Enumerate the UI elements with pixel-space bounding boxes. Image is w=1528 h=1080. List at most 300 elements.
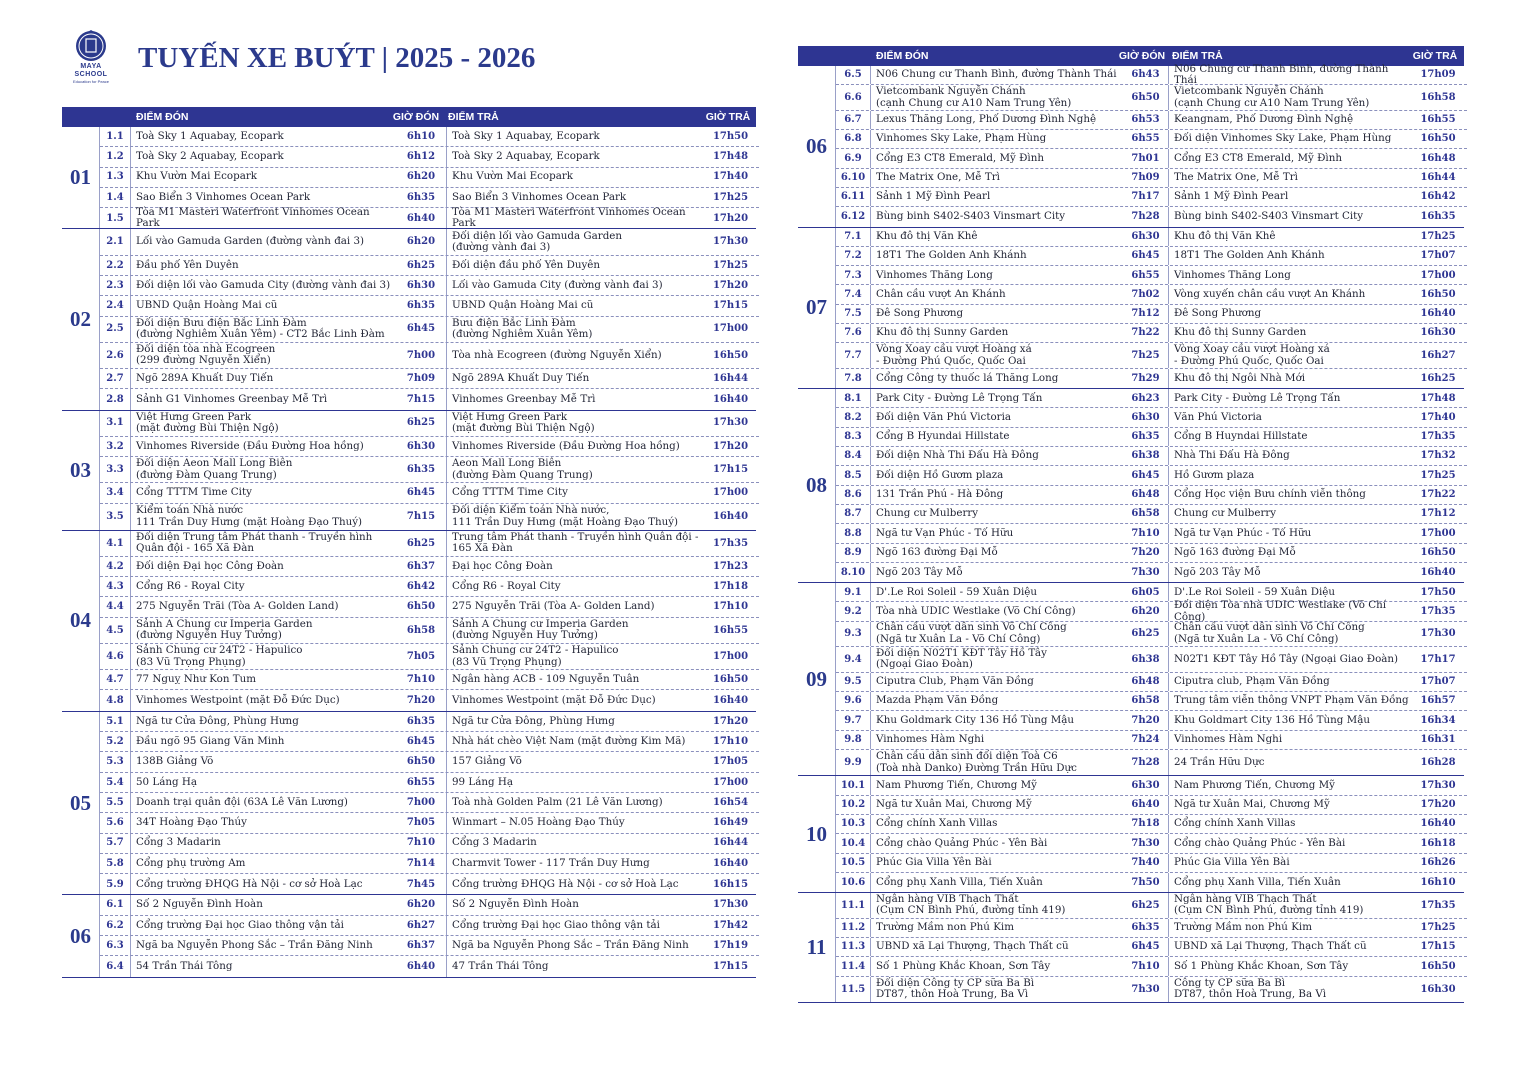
dropoff-time: 17h10 (712, 601, 749, 613)
route-stops (100, 712, 759, 895)
dropoff-point: Tòa M1 Masteri Waterfront Vinhomes Ocean Park (452, 205, 686, 230)
stop-id: 8.6 (836, 486, 871, 504)
table-row (100, 147, 759, 167)
pickup-point: Cổng 3 Madarin (136, 836, 221, 849)
pickup-time: 6h45 (396, 483, 447, 502)
pickup-point: Sảnh 1 Mỹ Đình Pearl (876, 190, 991, 203)
pickup-time: 7h22 (1123, 324, 1169, 342)
header-pickup-time: GIỜ ĐÓN (392, 111, 440, 123)
dropoff-point: Cổng TTTM Time City (452, 486, 568, 499)
dropoff-point: Trung tâm viễn thông VNPT Phạm Văn Đồng (1174, 694, 1409, 707)
table-row (100, 127, 759, 147)
pickup-point: Đối diện tòa nhà Ecogreen (299 đường Nguyễn Xiển) (136, 342, 276, 367)
stop-id: 3.1 (100, 411, 131, 436)
dropoff-point: Cổng phụ Xanh Villa, Tiến Xuân (1174, 875, 1341, 888)
stop-id: 6.5 (836, 66, 871, 84)
table-row (836, 524, 1467, 543)
table-row (100, 895, 759, 915)
pickup-time: 6h12 (396, 147, 447, 166)
dropoff-time: 17h32 (1420, 450, 1456, 462)
dropoff-point: Số 1 Phùng Khắc Khoan, Sơn Tây (1174, 959, 1349, 972)
stop-id: 7.3 (836, 266, 871, 284)
dropoff-time: 16h44 (712, 372, 749, 384)
dropoff-time: 17h20 (1420, 799, 1456, 811)
pickup-time: 6h05 (1123, 583, 1169, 601)
pickup-point: Ngã ba Nguyễn Phong Sắc – Trần Đăng Ninh (136, 938, 373, 951)
pickup-time: 7h10 (396, 834, 447, 853)
pickup-point: UBND Quận Hoàng Mai cũ (136, 299, 278, 312)
dropoff-time: 17h48 (712, 151, 749, 163)
pickup-point: Đối diện Bưu điện Bắc Linh Đàm (đường Nghiêm Xuân Yêm) - CT2 Bắc Linh Đàm (136, 316, 385, 341)
stop-id: 1.4 (100, 188, 131, 207)
pickup-point: Lexus Thăng Long, Phố Dương Đình Nghệ (876, 113, 1097, 126)
pickup-time: 6h35 (396, 712, 447, 731)
table-row (100, 916, 759, 936)
dropoff-time: 17h20 (712, 715, 749, 727)
pickup-time: 6h30 (1123, 776, 1169, 794)
dropoff-point: Aeon Mall Long Biên (đường Đàm Quang Trung) (452, 457, 593, 481)
dropoff-time: 17h07 (1420, 676, 1456, 688)
table-row (100, 690, 759, 710)
pickup-point: 138B Giảng Võ (136, 755, 214, 768)
pickup-point: Cổng phụ trường Am (136, 856, 246, 869)
dropoff-time: 16h10 (1420, 876, 1456, 888)
stop-id: 6.12 (836, 207, 871, 226)
pickup-point: Trường Mầm non Phú Kim (876, 921, 1014, 934)
table-row (836, 505, 1467, 524)
pickup-point: Đối diện Nhà Thi Đấu Hà Đông (876, 449, 1039, 462)
dropoff-time: 16h50 (712, 349, 749, 361)
route-number: 03 (62, 411, 100, 530)
dropoff-point: Cổng chào Quảng Phúc - Yên Bài (1174, 836, 1346, 849)
dropoff-time: 16h40 (1420, 566, 1456, 578)
table-row (836, 85, 1467, 111)
dropoff-point: Đê Song Phương (1174, 307, 1262, 320)
route-group (62, 127, 756, 229)
header-pickup: ĐIỂM ĐÓN (136, 111, 189, 123)
dropoff-time: 17h12 (1420, 508, 1456, 520)
pickup-point: Ngã tư Vạn Phúc - Tố Hữu (876, 526, 1014, 539)
dropoff-point: Việt Hưng Green Park (mặt đường Bùi Thiện Ngộ) (452, 410, 595, 435)
stop-id: 3.3 (100, 457, 131, 482)
dropoff-point: Khu Goldmart City 136 Hồ Tùng Mậu (1174, 713, 1370, 726)
pickup-point: Cổng trường ĐHQG Hà Nội - cơ sở Hoà Lạc (136, 877, 363, 890)
header-pickup-time: GIỜ ĐÓN (1118, 50, 1166, 62)
route-stops (100, 531, 759, 711)
dropoff-point: 157 Giảng Võ (452, 755, 522, 768)
route-stops (836, 228, 1467, 389)
dropoff-time: 17h00 (1420, 269, 1456, 281)
stop-id: 6.11 (836, 188, 871, 206)
pickup-time: 6h23 (1123, 389, 1169, 407)
dropoff-point: Sao Biển 3 Vinhomes Ocean Park (452, 190, 627, 203)
dropoff-time: 17h09 (1420, 69, 1456, 81)
dropoff-time: 16h55 (1420, 114, 1456, 126)
dropoff-point: Chung cư Mulberry (1174, 507, 1277, 520)
pickup-point: D'.Le Roi Soleil - 59 Xuân Diệu (876, 585, 1037, 598)
dropoff-point: Lối vào Gamuda City (đường vành đai 3) (452, 278, 663, 291)
pickup-point: Sảnh Chung cư 24T2 - Hapulico (83 Vũ Trọng Phụng) (136, 644, 303, 668)
header-dropoff-time: GIỜ TRẢ (705, 111, 751, 123)
stop-id: 6.10 (836, 169, 871, 187)
route-stops (100, 229, 759, 409)
dropoff-time: 17h48 (1420, 392, 1456, 404)
dropoff-time: 16h30 (1420, 983, 1456, 995)
stop-id: 5.7 (100, 834, 131, 853)
pickup-time: 6h20 (1123, 602, 1169, 620)
header-dropoff-time: GIỜ TRẢ (1412, 50, 1458, 62)
table-row (836, 854, 1467, 873)
table-row (836, 486, 1467, 505)
pickup-point: Cổng TTTM Time City (136, 486, 252, 499)
stop-id: 11.4 (836, 957, 871, 975)
route-stops (836, 893, 1467, 1002)
pickup-point: Vinhomes Thăng Long (876, 268, 993, 281)
dropoff-point: Ciputra club, Phạm Văn Đồng (1174, 675, 1330, 688)
pickup-point: Toà Sky 1 Aquabay, Ecopark (136, 129, 284, 142)
dropoff-point: Ngã tư Xuân Mai, Chương Mỹ (1174, 798, 1330, 811)
pickup-time: 7h30 (1123, 563, 1169, 582)
pickup-time: 7h05 (396, 644, 447, 669)
table-row (836, 750, 1467, 776)
dropoff-time: 17h30 (712, 417, 749, 429)
table-row (100, 732, 759, 752)
stop-id: 7.8 (836, 369, 871, 388)
dropoff-time: 16h18 (1420, 837, 1456, 849)
table-row (836, 711, 1467, 730)
dropoff-point: Sảnh A Chung cư Imperia Garden (đường Nguyễn Huy Tưởng) (452, 617, 629, 642)
table-header (62, 107, 756, 127)
table-row (100, 597, 759, 617)
dropoff-time: 17h25 (1420, 469, 1456, 481)
pickup-point: Khu đô thị Văn Khê (876, 229, 978, 242)
dropoff-time: 16h50 (1420, 133, 1456, 145)
pickup-point: Bùng binh S402-S403 Vinsmart City (876, 210, 1066, 223)
route-number: 04 (62, 531, 100, 711)
stop-id: 8.7 (836, 505, 871, 523)
route-group (798, 228, 1464, 390)
dropoff-point: Toà nhà Golden Palm (21 Lê Văn Lương) (452, 795, 663, 808)
dropoff-point: N02T1 KĐT Tây Hồ Tây (Ngoại Giao Đoàn) (1174, 652, 1399, 665)
header-dropoff: ĐIỂM TRẢ (1172, 50, 1223, 62)
dropoff-time: 17h17 (1420, 653, 1456, 665)
dropoff-point: Văn Phú Victoria (1174, 410, 1262, 423)
pickup-point: Sảnh A Chung cư Imperia Garden (đường Nguyễn Huy Tưởng) (136, 617, 313, 642)
pickup-time: 6h37 (396, 936, 447, 955)
dropoff-time: 17h15 (712, 463, 749, 475)
table-row (100, 483, 759, 503)
dropoff-time: 17h00 (712, 650, 749, 662)
stop-id: 2.6 (100, 343, 131, 368)
pickup-time: 6h38 (1123, 647, 1169, 672)
dropoff-point: Cổng Học viện Bưu chính viễn thông (1174, 488, 1366, 501)
dropoff-point: Ngã ba Nguyễn Phong Sắc – Trần Đăng Ninh (452, 938, 689, 951)
table-row (836, 977, 1467, 1003)
table-row (836, 647, 1467, 673)
pickup-point: Cổng B Hyundai Hillstate (876, 430, 1010, 443)
pickup-time: 6h30 (1123, 408, 1169, 426)
pickup-time: 6h20 (396, 229, 447, 254)
dropoff-point: Đối diện Kiểm toán Nhà nước, 111 Trần Duy Hưng (mặt Hoàng Đạo Thuý) (452, 504, 679, 528)
table-row (100, 276, 759, 296)
table-row (100, 670, 759, 690)
pickup-point: Vinhomes Sky Lake, Phạm Hùng (876, 132, 1047, 145)
table-row (836, 466, 1467, 485)
pickup-time: 7h20 (1123, 544, 1169, 562)
table-row (100, 793, 759, 813)
dropoff-time: 16h40 (712, 510, 749, 522)
dropoff-time: 16h25 (1420, 372, 1456, 384)
pickup-point: Đối diện Văn Phú Victoria (876, 410, 1012, 423)
stop-id: 6.4 (100, 956, 131, 976)
dropoff-point: Đối diện lối vào Gamuda Garden (đường vành đai 3) (452, 229, 623, 254)
dropoff-time: 16h50 (712, 674, 749, 686)
dropoff-point: Ngõ 289A Khuất Duy Tiến (452, 371, 590, 384)
pickup-point: Vòng Xoay cầu vượt Hoàng xá - Đường Phú Quốc, Quốc Oai (876, 343, 1032, 367)
dropoff-point: Đối diện đầu phố Yên Duyên (452, 258, 600, 271)
dropoff-time: 17h40 (1420, 411, 1456, 423)
dropoff-point: Cổng trường ĐHQG Hà Nội - cơ sở Hoà Lạc (452, 877, 679, 890)
pickup-point: Đối diện Hồ Gươm plaza (876, 468, 1004, 481)
pickup-point: Chân cầu vượt dân sinh Võ Chí Công (Ngã tư Xuân La - Võ Chí Công) (876, 621, 1067, 645)
dropoff-time: 16h44 (1420, 172, 1456, 184)
dropoff-time: 17h35 (712, 537, 749, 549)
pickup-time: 7h15 (396, 504, 447, 530)
table-row (836, 563, 1467, 582)
pickup-time: 6h53 (1123, 111, 1169, 129)
dropoff-point: Sảnh Chung cư 24T2 - Hapulico (83 Vũ Trọng Phụng) (452, 644, 619, 668)
dropoff-point: Vinhomes Hàm Nghi (1174, 733, 1283, 745)
pickup-time: 6h40 (396, 956, 447, 976)
stop-id: 3.2 (100, 437, 131, 456)
stop-id: 10.4 (836, 834, 871, 852)
dropoff-point: 99 Láng Hạ (452, 775, 513, 788)
dropoff-point: Vinhomes Greenbay Mễ Trì (452, 392, 596, 405)
table-row (836, 266, 1467, 285)
stop-id: 6.1 (100, 895, 131, 914)
pickup-time: 6h58 (1123, 692, 1169, 710)
dropoff-time: 17h30 (712, 236, 749, 248)
table-row (836, 228, 1467, 247)
table-row (836, 247, 1467, 266)
dropoff-point: Công ty CP sữa Ba Bì DT87, thôn Hoà Trung, Ba Vì (1174, 976, 1327, 1001)
route-group (62, 531, 756, 712)
dropoff-time: 16h48 (1420, 152, 1456, 164)
table-row (836, 428, 1467, 447)
dropoff-point: Vinhomes Riverside (Đầu Đường Hoa hồng) (452, 439, 680, 452)
dropoff-point: Vinhomes Thăng Long (1174, 268, 1291, 281)
table-row (836, 692, 1467, 711)
stop-id: 8.2 (836, 408, 871, 426)
table-row (100, 773, 759, 793)
stop-id: 2.5 (100, 317, 131, 342)
stop-id: 5.5 (100, 793, 131, 812)
pickup-time: 6h30 (396, 276, 447, 295)
dropoff-point: The Matrix One, Mễ Trì (1174, 171, 1298, 184)
dropoff-point: Vietcombank Nguyễn Chánh (cạnh Chung cư A10 Nam Trung Yên) (1174, 85, 1370, 109)
table-row (100, 205, 759, 230)
dropoff-time: 17h15 (712, 960, 749, 972)
dropoff-point: N06 Chung cư Thanh Bình, đường Thành Thái (1174, 62, 1389, 87)
dropoff-time: 17h30 (1420, 779, 1456, 791)
table-row (836, 599, 1467, 623)
logo-tagline: Education for Peace (72, 79, 110, 84)
dropoff-time: 16h54 (712, 796, 749, 808)
dropoff-time: 17h35 (1420, 899, 1456, 911)
pickup-point: Đối diện Đại học Công Đoàn (136, 559, 284, 572)
table-row (836, 130, 1467, 149)
stop-id: 9.2 (836, 602, 871, 620)
pickup-time: 6h55 (1123, 130, 1169, 148)
dropoff-time: 17h10 (712, 735, 749, 747)
dropoff-point: Sảnh 1 Mỹ Đình Pearl (1174, 190, 1289, 203)
dropoff-time: 17h30 (712, 899, 749, 911)
pickup-point: Ngã tư Cửa Đông, Phùng Hưng (136, 714, 299, 727)
dropoff-point: Nam Phương Tiến, Chương Mỹ (1174, 778, 1335, 791)
pickup-time: 6h30 (1123, 228, 1169, 246)
route-number: 08 (798, 389, 836, 582)
pickup-point: 275 Nguyễn Trãi (Tòa A- Golden Land) (136, 600, 339, 613)
dropoff-point: Vòng Xoay cầu vượt Hoàng xá - Đường Phú Quốc, Quốc Oai (1174, 343, 1330, 367)
stop-id: 9.7 (836, 711, 871, 729)
stop-id: 10.3 (836, 815, 871, 833)
table-row (836, 447, 1467, 466)
pickup-time: 6h45 (1123, 938, 1169, 956)
stop-id: 5.2 (100, 732, 131, 751)
pickup-point: Nam Phương Tiến, Chương Mỹ (876, 778, 1037, 791)
dropoff-time: 17h20 (712, 440, 749, 452)
dropoff-point: Tòa nhà Ecogreen (đường Nguyễn Xiển) (452, 348, 662, 361)
dropoff-time: 16h31 (1420, 734, 1456, 745)
dropoff-time: 16h34 (1420, 714, 1456, 726)
dropoff-point: Hồ Gươm plaza (1174, 468, 1255, 481)
pickup-time: 6h25 (396, 256, 447, 275)
dropoff-point: Vòng xuyến chân cầu vượt An Khánh (1174, 287, 1366, 300)
dropoff-time: 17h35 (1420, 431, 1456, 443)
stop-id: 6.2 (100, 916, 131, 935)
pickup-point: Ngã tư Xuân Mai, Chương Mỹ (876, 798, 1032, 811)
dropoff-point: Ngân hàng VIB Thạch Thất (Cụm CN Bình Phú, đường tỉnh 419) (1174, 892, 1364, 917)
pickup-point: Cổng chính Xanh Villas (876, 817, 998, 830)
dropoff-time: 16h40 (1420, 818, 1456, 830)
route-number: 06 (62, 895, 100, 976)
pickup-time: 7h05 (396, 813, 447, 832)
dropoff-time: 17h30 (1420, 628, 1456, 640)
pickup-time: 7h28 (1123, 207, 1169, 226)
route-group (62, 411, 756, 531)
stop-id: 6.3 (100, 936, 131, 955)
pickup-point: Chân cầu vượt An Khánh (876, 287, 1006, 300)
pickup-point: Sao Biển 3 Vinhomes Ocean Park (136, 190, 311, 203)
pickup-time: 6h35 (1123, 919, 1169, 937)
pickup-time: 7h17 (1123, 188, 1169, 206)
dropoff-point: Bưu điện Bắc Linh Đàm (đường Nghiêm Xuân Yêm) (452, 316, 593, 341)
pickup-time: 6h20 (396, 895, 447, 914)
dropoff-time: 17h35 (1420, 605, 1456, 617)
table-row (100, 389, 759, 409)
dropoff-time: 16h40 (712, 857, 749, 869)
pickup-point: Chung cư Mulberry (876, 507, 979, 520)
stop-id: 10.2 (836, 796, 871, 814)
pickup-point: Đầu ngõ 95 Giang Văn Minh (136, 734, 285, 747)
stop-id: 8.1 (836, 389, 871, 407)
route-number: 01 (62, 127, 100, 228)
stop-id: 11.1 (836, 893, 871, 918)
stop-id: 8.10 (836, 563, 871, 582)
pickup-point: Cổng R6 - Royal City (136, 580, 245, 593)
dropoff-time: 16h15 (712, 878, 749, 890)
dropoff-point: Đối diện Vinhomes Sky Lake, Phạm Hùng (1174, 132, 1392, 145)
stop-id: 2.3 (100, 276, 131, 295)
pickup-time: 7h29 (1123, 369, 1169, 388)
route-stops (836, 62, 1467, 227)
route-number: 10 (798, 776, 836, 892)
stop-id: 5.1 (100, 712, 131, 731)
pickup-point: Kiểm toán Nhà nước 111 Trần Duy Hưng (mặt Hoàng Đạo Thuý) (136, 504, 363, 528)
route-stops (836, 389, 1467, 582)
pickup-time: 6h35 (396, 296, 447, 315)
stop-id: 7.1 (836, 228, 871, 246)
pickup-point: Tòa M1 Masteri Waterfront Vinhomes Ocean Park (136, 205, 370, 230)
table-row (100, 644, 759, 670)
pickup-point: 18T1 The Golden Anh Khánh (876, 249, 1027, 262)
table-row (836, 893, 1467, 919)
pickup-point: Vinhomes Riverside (Đầu Đường Hoa hồng) (136, 439, 364, 452)
table-row (100, 229, 759, 255)
table-row (836, 169, 1467, 188)
pickup-point: Việt Hưng Green Park (mặt đường Bùi Thiện Ngộ) (136, 410, 279, 435)
pickup-point: Ngõ 289A Khuất Duy Tiến (136, 371, 274, 384)
stop-id: 1.2 (100, 147, 131, 166)
stop-id: 9.5 (836, 673, 871, 691)
pickup-time: 7h10 (1123, 957, 1169, 975)
dropoff-time: 17h19 (712, 939, 749, 951)
pickup-point: Đối diện N02T1 KĐT Tây Hồ Tây (Ngoại Giao Đoàn) (876, 646, 1047, 671)
dropoff-time: 17h00 (712, 776, 749, 788)
pickup-point: Cổng phụ Xanh Villa, Tiến Xuân (876, 875, 1043, 888)
dropoff-point: UBND Quận Hoàng Mai cũ (452, 299, 594, 312)
pickup-time: 7h30 (1123, 834, 1169, 852)
stop-id: 3.5 (100, 504, 131, 530)
pickup-point: 131 Trần Phú - Hà Đông (876, 488, 1004, 501)
pickup-time: 6h48 (1123, 486, 1169, 504)
dropoff-point: D'.Le Roi Soleil - 59 Xuân Diệu (1174, 585, 1335, 598)
pickup-time: 6h50 (396, 752, 447, 771)
stop-id: 11.2 (836, 919, 871, 937)
dropoff-point: 24 Trần Hữu Dực (1174, 755, 1265, 768)
pickup-time: 6h25 (396, 411, 447, 436)
dropoff-time: 17h20 (712, 279, 749, 291)
dropoff-point: Ngã tư Vạn Phúc - Tố Hữu (1174, 526, 1312, 539)
pickup-point: Số 2 Nguyễn Đình Hoàn (136, 898, 263, 911)
stop-id: 2.4 (100, 296, 131, 315)
stop-id: 9.1 (836, 583, 871, 601)
pickup-time: 7h12 (1123, 305, 1169, 323)
pickup-point: Vinhomes Hàm Nghi (876, 733, 985, 745)
dropoff-time: 17h25 (712, 191, 749, 203)
pickup-time: 6h35 (1123, 428, 1169, 446)
dropoff-time: 17h15 (1420, 941, 1456, 953)
route-stops (100, 411, 759, 530)
pickup-time: 7h50 (1123, 873, 1169, 892)
stop-id: 7.2 (836, 247, 871, 265)
pickup-point: Khu Goldmark City 136 Hồ Tùng Mậu (876, 713, 1075, 726)
pickup-time: 6h40 (1123, 796, 1169, 814)
dropoff-time: 16h50 (1420, 960, 1456, 972)
pickup-point: Cổng E3 CT8 Emerald, Mỹ Đình (876, 151, 1044, 164)
table-row (100, 557, 759, 577)
stop-id: 5.9 (100, 874, 131, 894)
